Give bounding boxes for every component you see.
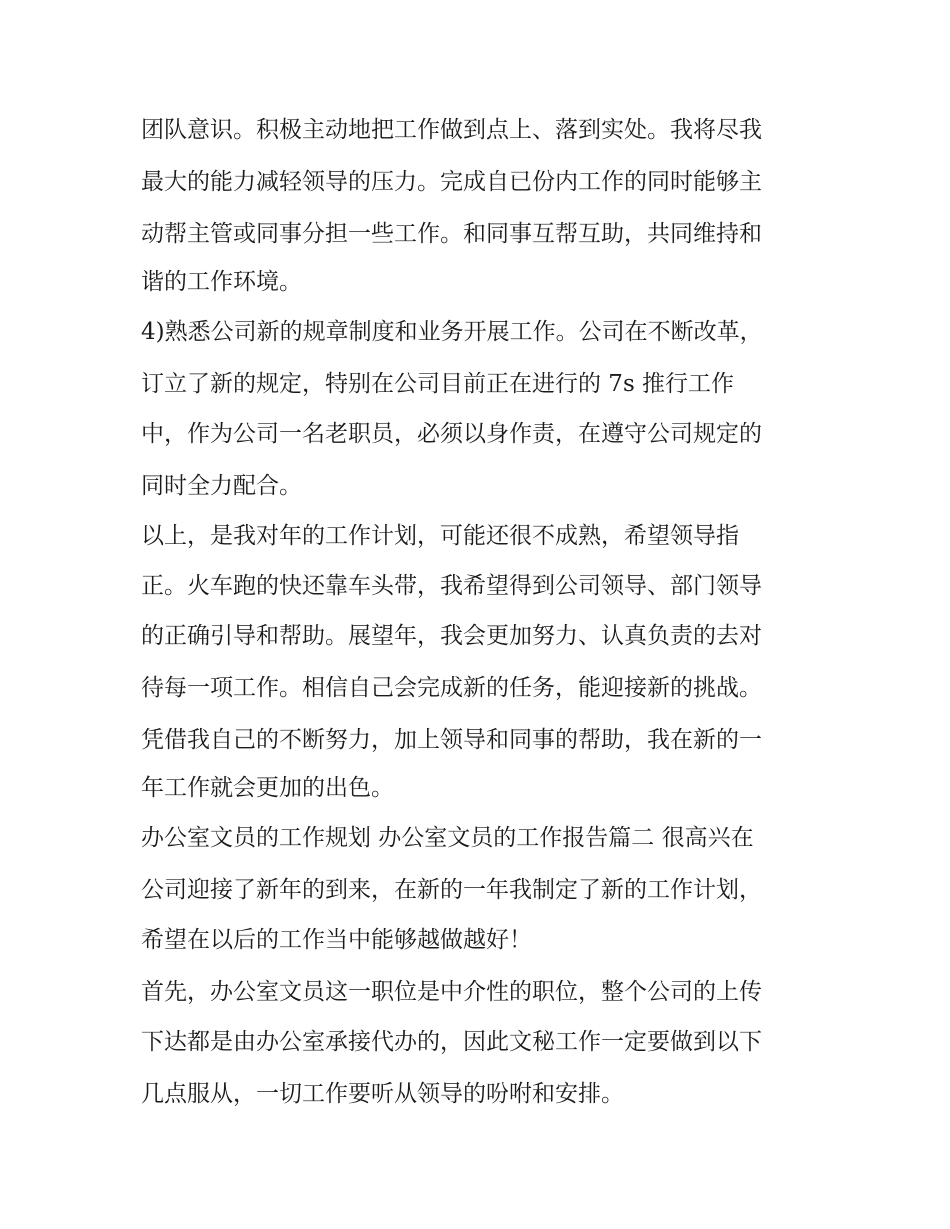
text-line: 的正确引导和帮助。展望年，我会更加努力、认真负责的去对: [141, 623, 762, 649]
text-line: 动帮主管或同事分担一些工作。和同事互帮互助，共同维持和: [141, 221, 762, 247]
text-line: 年工作就会更加的出色。: [141, 775, 394, 801]
text-line: 凭借我自己的不断努力，加上领导和同事的帮助，我在新的一: [141, 727, 762, 753]
text-line: 首先，办公室文员这一职位是中介性的职位，整个公司的上传: [141, 979, 762, 1005]
text-line: 正。火车跑的快还靠车头带，我希望得到公司领导、部门领导: [141, 573, 762, 599]
text-line: 同时全力配合。: [141, 473, 302, 499]
text-line: 待每一项工作。相信自己会完成新的任务，能迎接新的挑战。: [141, 675, 762, 701]
text-line: 最大的能力减轻领导的压力。完成自已份内工作的同时能够主: [141, 169, 762, 195]
text-line: 以上，是我对年的工作计划，可能还很不成熟，希望领导指: [141, 523, 739, 549]
text-line: 团队意识。积极主动地把工作做到点上、落到实处。我将尽我: [141, 117, 762, 143]
text-line: 谐的工作环境。: [141, 269, 302, 295]
text-line: 下达都是由办公室承接代办的，因此文秘工作一定要做到以下: [141, 1029, 762, 1055]
text-line: 订立了新的规定，特别在公司目前正在进行的 7s 推行工作: [141, 371, 735, 397]
text-line: 几点服从，一切工作要听从领导的吩咐和安排。: [141, 1081, 624, 1107]
text-line: 4)熟悉公司新的规章制度和业务开展工作。公司在不断改革，: [141, 319, 763, 345]
text-line: 中，作为公司一名老职员，必须以身作责，在遵守公司规定的: [141, 421, 762, 447]
text-line: 公司迎接了新年的到来，在新的一年我制定了新的工作计划，: [141, 877, 762, 903]
text-line: 办公室文员的工作规划 办公室文员的工作报告篇二 很高兴在: [141, 825, 754, 851]
text-line: 希望在以后的工作当中能够越做越好！: [141, 927, 532, 953]
